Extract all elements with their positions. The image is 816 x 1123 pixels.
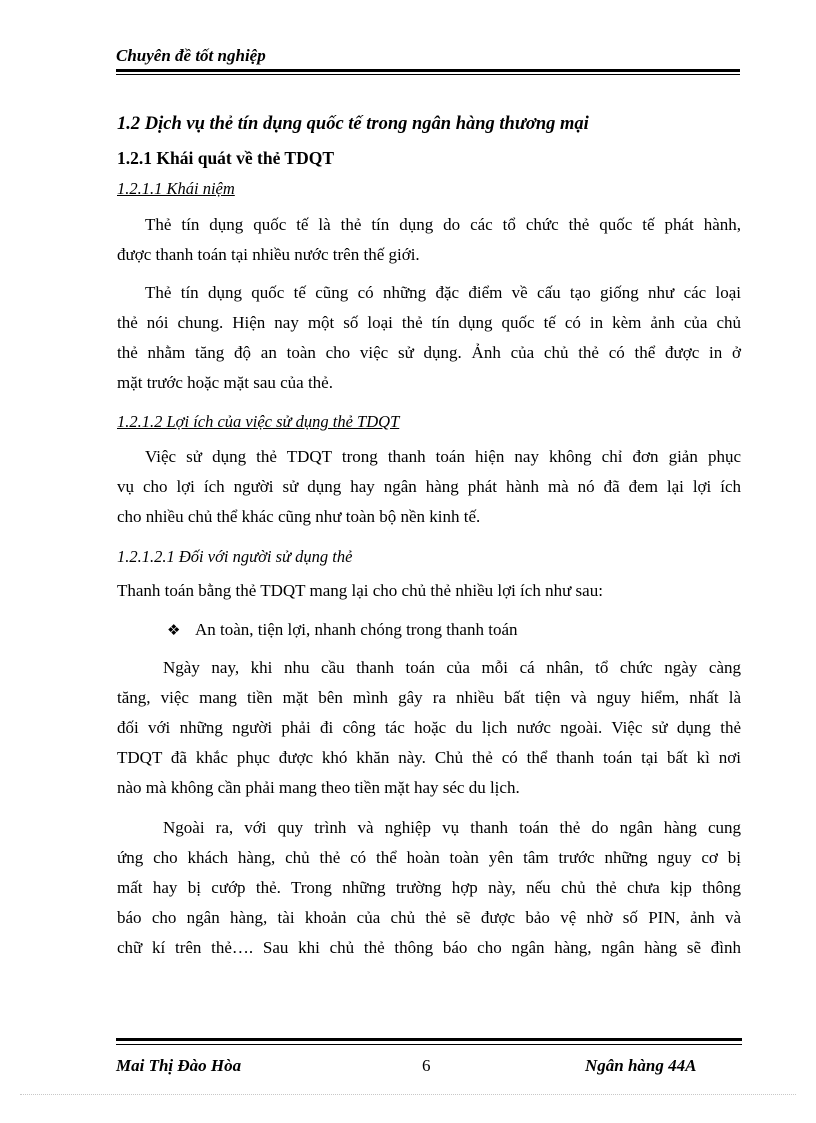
diamond-bullet-icon: ❖ <box>167 621 181 639</box>
page-header-title: Chuyên đề tốt nghiệp <box>116 46 266 65</box>
paragraph-line: thẻ nhằm tăng độ an toàn cho việc sử dụng. Ảnh của chủ thẻ có thể được in ở <box>117 343 741 362</box>
paragraph-line: cho nhiều chủ thể khác cũng như toàn bộ nền kinh tế. <box>117 507 481 526</box>
intro-sentence: Thanh toán bằng thẻ TDQT mang lại cho chủ thẻ nhiều lợi ích như sau: <box>117 581 603 600</box>
paragraph-benefits <box>117 442 741 532</box>
paragraph-structure <box>117 278 741 398</box>
header-rule-thin <box>116 74 740 75</box>
paragraph-line: Việc sử dụng thẻ TDQT trong thanh toán hiện nay không chỉ đơn giản phục <box>145 447 741 466</box>
paragraph-line: mặt trước hoặc mặt sau của thẻ. <box>117 373 333 392</box>
paragraph-line: ứng cho khách hàng, chủ thẻ có thể hoàn toàn yên tâm trước những nguy cơ bị <box>117 848 741 867</box>
bullet-text: An toàn, tiện lợi, nhanh chóng trong thanh toán <box>195 620 518 639</box>
header-rule-thick <box>116 69 740 72</box>
paragraph-line: tăng, việc mang tiền mặt bên mình gây ra nhiều bất tiện và nguy hiểm, nhất là <box>117 688 741 707</box>
subsubsection-heading-benefits: 1.2.1.2 Lợi ích của việc sử dụng thẻ TDQT <box>117 412 400 431</box>
paragraph-line: mất hay bị cướp thẻ. Trong những trường hợp này, nếu chủ thẻ chưa kịp thông <box>117 878 741 897</box>
footer-rule-thick <box>116 1038 742 1041</box>
paragraph-definition <box>117 210 741 270</box>
paragraph-security <box>117 813 741 963</box>
paragraph-line: được thanh toán tại nhiều nước trên thế giới. <box>117 245 420 264</box>
page-bottom-dotted-line <box>20 1094 796 1095</box>
paragraph-line: báo cho ngân hàng, tài khoản của chủ thẻ sẽ được bảo vệ nhờ số PIN, ảnh và <box>117 908 741 927</box>
paragraph-convenience <box>117 653 741 803</box>
footer-author: Mai Thị Đào Hòa <box>116 1056 242 1075</box>
paragraph-line: Thẻ tín dụng quốc tế cũng có những đặc điểm về cấu tạo giống như các loại <box>145 283 741 302</box>
section-heading: 1.2 Dịch vụ thẻ tín dụng quốc tế trong ngân hàng thương mại <box>117 114 589 134</box>
bullet-item <box>167 620 518 640</box>
paragraph-line: nào mà không cần phải mang theo tiền mặt hay séc du lịch. <box>117 778 520 797</box>
heading-for-card-users: 1.2.1.2.1 Đối với người sử dụng thẻ <box>117 547 353 566</box>
subsection-heading: 1.2.1 Khái quát về thẻ TDQT <box>117 148 334 168</box>
footer-page-number: 6 <box>422 1056 431 1075</box>
footer-rule-thin <box>116 1044 742 1045</box>
footer-class: Ngân hàng 44A <box>585 1056 697 1075</box>
paragraph-line: Ngày nay, khi nhu cầu thanh toán của mỗi cá nhân, tổ chức ngày càng <box>163 658 741 677</box>
paragraph-line: vụ cho lợi ích người sử dụng hay ngân hàng phát hành mà nó đã đem lại lợi ích <box>117 477 741 496</box>
paragraph-line: đối với những người phải đi công tác hoặc du lịch nước ngoài. Việc sử dụng thẻ <box>117 718 741 737</box>
paragraph-line: Ngoài ra, với quy trình và nghiệp vụ thanh toán thẻ do ngân hàng cung <box>163 818 741 837</box>
paragraph-line: Thẻ tín dụng quốc tế là thẻ tín dụng do các tổ chức thẻ quốc tế phát hành, <box>145 215 741 234</box>
paragraph-line: thẻ nói chung. Hiện nay một số loại thẻ tín dụng quốc tế có in kèm ảnh của chủ <box>117 313 741 332</box>
paragraph-line: chữ kí trên thẻ…. Sau khi chủ thẻ thông báo cho ngân hàng, ngân hàng sẽ đình <box>117 938 741 957</box>
subsubsection-heading-concept: 1.2.1.1 Khái niệm <box>117 179 235 198</box>
paragraph-line: TDQT đã khắc phục được khó khăn này. Chủ thẻ có thể thanh toán tại bất kì nơi <box>117 748 741 767</box>
